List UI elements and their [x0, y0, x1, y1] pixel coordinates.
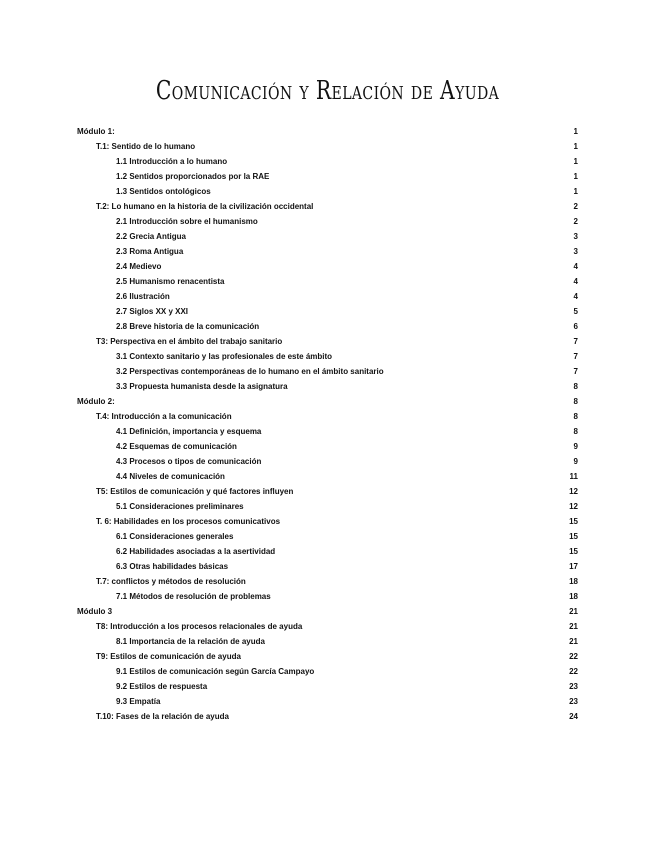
toc-subsection-entry[interactable] [77, 214, 578, 229]
toc-subsection-entry[interactable] [77, 589, 578, 604]
toc-subsection-entry[interactable] [77, 424, 578, 439]
toc-entry-page-number: 4 [573, 262, 578, 271]
toc-entry-title: 4.1 Definición, importancia y esquema [116, 427, 262, 436]
toc-entry-title: T.10: Fases de la relación de ayuda [96, 712, 229, 721]
toc-subsection-entry[interactable] [77, 244, 578, 259]
toc-entry-page-number: 22 [569, 667, 578, 676]
toc-subsection-entry[interactable] [77, 439, 578, 454]
toc-entry-page-number: 2 [573, 202, 578, 211]
toc-entry-title: 2.3 Roma Antigua [116, 247, 184, 256]
toc-entry-page-number: 8 [573, 397, 578, 406]
toc-entry-page-number: 22 [569, 652, 578, 661]
toc-entry-title: T.4: Introducción a la comunicación [96, 412, 232, 421]
toc-subsection-entry[interactable] [77, 469, 578, 484]
toc-entry-page-number: 9 [573, 457, 578, 466]
toc-subsection-entry[interactable] [77, 499, 578, 514]
toc-subsection-entry[interactable] [77, 364, 578, 379]
toc-entry-title: 1.2 Sentidos proporcionados por la RAE [116, 172, 270, 181]
toc-topic-entry[interactable] [77, 649, 578, 664]
toc-subsection-entry[interactable] [77, 454, 578, 469]
toc-entry-page-number: 24 [569, 712, 578, 721]
toc-entry-title: T9: Estilos de comunicación de ayuda [96, 652, 241, 661]
toc-subsection-entry[interactable] [77, 319, 578, 334]
toc-subsection-entry[interactable] [77, 634, 578, 649]
toc-entry-title: T5: Estilos de comunicación y qué factores influyen [96, 487, 294, 496]
toc-entry-title: 1.3 Sentidos ontológicos [116, 187, 211, 196]
toc-entry-page-number: 21 [569, 607, 578, 616]
toc-entry-title: T8: Introducción a los procesos relacionales de ayuda [96, 622, 303, 631]
toc-entry-title: 2.4 Medievo [116, 262, 162, 271]
toc-subsection-entry[interactable] [77, 259, 578, 274]
toc-entry-title: T. 6: Habilidades en los procesos comunicativos [96, 517, 281, 526]
toc-entry-title: T3: Perspectiva en el ámbito del trabajo sanitario [96, 337, 283, 346]
toc-entry-title: 2.7 Siglos XX y XXI [116, 307, 189, 316]
toc-entry-title: T.2: Lo humano en la historia de la civilización occidental [96, 202, 314, 211]
toc-entry-page-number: 8 [573, 382, 578, 391]
toc-module-entry[interactable] [77, 124, 578, 139]
toc-entry-page-number: 1 [573, 142, 578, 151]
toc-entry-page-number: 8 [573, 427, 578, 436]
toc-subsection-entry[interactable] [77, 694, 578, 709]
toc-subsection-entry[interactable] [77, 229, 578, 244]
toc-subsection-entry[interactable] [77, 154, 578, 169]
toc-subsection-entry[interactable] [77, 529, 578, 544]
toc-subsection-entry[interactable] [77, 544, 578, 559]
toc-entry-page-number: 11 [569, 472, 578, 481]
toc-entry-title: 6.2 Habilidades asociadas a la asertividad [116, 547, 276, 556]
toc-entry-page-number: 12 [569, 487, 578, 496]
toc-entry-title: 2.6 Ilustración [116, 292, 170, 301]
toc-subsection-entry[interactable] [77, 379, 578, 394]
toc-topic-entry[interactable] [77, 709, 578, 724]
toc-entry-page-number: 18 [569, 577, 578, 586]
toc-entry-title: 4.4 Niveles de comunicación [116, 472, 225, 481]
toc-module-entry[interactable] [77, 394, 578, 409]
toc-entry-title: T.1: Sentido de lo humano [96, 142, 196, 151]
toc-entry-title: 3.1 Contexto sanitario y las profesionales de este ámbito [116, 352, 333, 361]
toc-entry-page-number: 21 [569, 622, 578, 631]
toc-entry-page-number: 7 [573, 352, 578, 361]
toc-entry-page-number: 15 [569, 517, 578, 526]
toc-entry-page-number: 5 [573, 307, 578, 316]
toc-topic-entry[interactable] [77, 574, 578, 589]
toc-entry-page-number: 7 [573, 367, 578, 376]
toc-module-entry[interactable] [77, 604, 578, 619]
toc-entry-title: 3.3 Propuesta humanista desde la asignatura [116, 382, 288, 391]
toc-entry-title: 4.2 Esquemas de comunicación [116, 442, 237, 451]
toc-entry-title: 2.8 Breve historia de la comunicación [116, 322, 260, 331]
toc-entry-page-number: 9 [573, 442, 578, 451]
toc-topic-entry[interactable] [77, 139, 578, 154]
toc-entry-title: 2.5 Humanismo renacentista [116, 277, 225, 286]
toc-entry-page-number: 23 [569, 697, 578, 706]
toc-subsection-entry[interactable] [77, 664, 578, 679]
toc-entry-title: 1.1 Introducción a lo humano [116, 157, 228, 166]
toc-entry-title: 2.2 Grecia Antigua [116, 232, 186, 241]
toc-entry-title: 4.3 Procesos o tipos de comunicación [116, 457, 262, 466]
toc-topic-entry[interactable] [77, 619, 578, 634]
toc-entry-page-number: 3 [573, 232, 578, 241]
toc-entry-title: 9.1 Estilos de comunicación según García Campayo [116, 667, 315, 676]
toc-entry-page-number: 23 [569, 682, 578, 691]
toc-entry-title: 3.2 Perspectivas contemporáneas de lo humano en el ámbito sanitario [116, 367, 384, 376]
toc-entry-page-number: 4 [573, 277, 578, 286]
toc-entry-page-number: 15 [569, 532, 578, 541]
toc-entry-page-number: 1 [573, 157, 578, 166]
toc-topic-entry[interactable] [77, 334, 578, 349]
toc-entry-page-number: 2 [573, 217, 578, 226]
toc-entry-title: 8.1 Importancia de la relación de ayuda [116, 637, 265, 646]
toc-entry-title: 9.3 Empatía [116, 697, 161, 706]
table-of-contents [77, 124, 578, 724]
document-title: Comunicación y Relación de Ayuda [155, 76, 500, 106]
toc-entry-page-number: 15 [569, 547, 578, 556]
toc-entry-title: 5.1 Consideraciones preliminares [116, 502, 244, 511]
toc-entry-page-number: 12 [569, 502, 578, 511]
toc-entry-title: 2.1 Introducción sobre el humanismo [116, 217, 258, 226]
toc-entry-page-number: 1 [573, 127, 578, 136]
toc-entry-page-number: 8 [573, 412, 578, 421]
toc-entry-title: 6.3 Otras habilidades básicas [116, 562, 229, 571]
toc-subsection-entry[interactable] [77, 304, 578, 319]
toc-topic-entry[interactable] [77, 199, 578, 214]
toc-entry-page-number: 4 [573, 292, 578, 301]
toc-subsection-entry[interactable] [77, 679, 578, 694]
toc-topic-entry[interactable] [77, 484, 578, 499]
toc-entry-page-number: 17 [569, 562, 578, 571]
toc-entry-page-number: 7 [573, 337, 578, 346]
toc-entry-page-number: 3 [573, 247, 578, 256]
toc-subsection-entry[interactable] [77, 349, 578, 364]
toc-topic-entry[interactable] [77, 514, 578, 529]
toc-entry-title: 6.1 Consideraciones generales [116, 532, 234, 541]
toc-subsection-entry[interactable] [77, 274, 578, 289]
toc-entry-title: Módulo 2: [77, 397, 115, 406]
toc-subsection-entry[interactable] [77, 289, 578, 304]
toc-entry-title: Módulo 3 [77, 607, 113, 616]
toc-entry-page-number: 18 [569, 592, 578, 601]
toc-entry-title: 7.1 Métodos de resolución de problemas [116, 592, 271, 601]
toc-entry-title: T.7: conflictos y métodos de resolución [96, 577, 246, 586]
toc-subsection-entry[interactable] [77, 169, 578, 184]
toc-entry-title: 9.2 Estilos de respuesta [116, 682, 208, 691]
toc-subsection-entry[interactable] [77, 559, 578, 574]
toc-entry-title: Módulo 1: [77, 127, 115, 136]
toc-entry-page-number: 1 [573, 172, 578, 181]
toc-entry-page-number: 6 [573, 322, 578, 331]
toc-topic-entry[interactable] [77, 409, 578, 424]
toc-entry-page-number: 21 [569, 637, 578, 646]
toc-subsection-entry[interactable] [77, 184, 578, 199]
toc-entry-page-number: 1 [573, 187, 578, 196]
